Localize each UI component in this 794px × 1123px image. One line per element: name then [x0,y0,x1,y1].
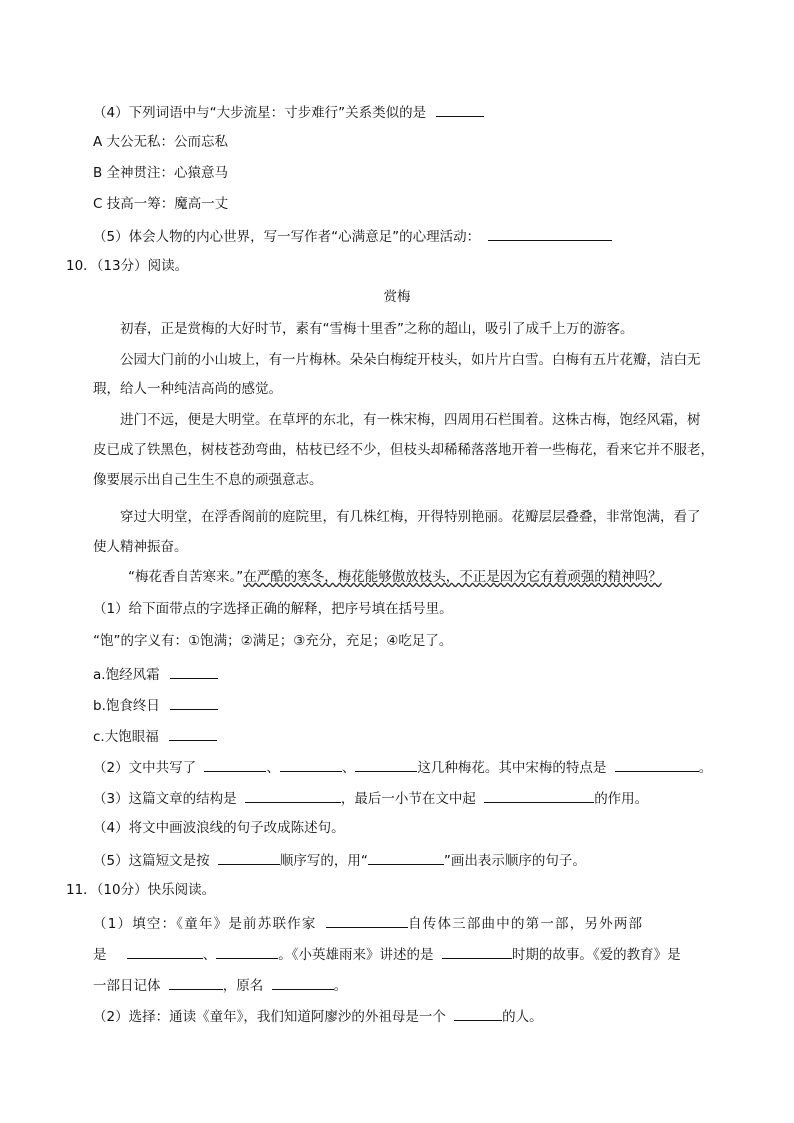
passage-para1: 初春，正是赏梅的大好时节，素有“雪梅十里香”之称的超山，吸引了成千上万的游客。 [120,321,634,337]
q10-sub3-text-c: 的作用。 [594,791,649,807]
q10-sub5-blank2[interactable] [368,850,444,865]
q10-sub3-text-a: （3）这篇文章的结构是 [93,791,237,807]
passage-para4-line1: 穿过大明堂，在浮香阁前的庭院里，有几株红梅，开得特别艳丽。花瓣层层叠叠，非常饱满，看了 [120,509,701,525]
q11-sub1-blank-original-title[interactable] [272,975,334,990]
q11-sub1-text-g: ，原名 [222,978,264,994]
q11-sub2-text-b: 的人。 [502,1009,543,1025]
q11-sub1-text-c: 是 [93,947,107,963]
passage-para4-line2: 使人精神振奋。 [93,539,188,555]
q10-sub1-c-blank[interactable] [169,726,217,741]
q11-sub2 [93,1006,543,1026]
q10-sub5-text-b: 顺序写的，用“ [279,853,368,869]
passage-para3-line1: 进门不远，便是大明堂。在草坪的东北，有一株宋梅，四周用石栏围着。这株古梅，饱经风霜，树 [120,412,701,428]
q10-sub4: （4）将文中画波浪线的句子改成陈述句。 [93,820,345,836]
q11-header: 11．（10分）快乐阅读。 [66,882,216,898]
passage-para2-line2: 瑕，给人一种纯洁高尚的感觉。 [93,381,282,397]
q10-sub1-b-blank[interactable] [170,695,218,710]
q9-item5-blank[interactable] [488,226,612,241]
q9-option-a: A 大公无私：公而忘私 [93,134,229,150]
q10-sub5-blank1[interactable] [218,850,280,865]
q10-sub1-a-blank[interactable] [170,664,218,679]
wavy-underlined-sentence: 在严酷的寒冬，梅花能够傲放枝头，不正是因为它有着顽强的精神吗？ [243,569,662,585]
passage-para2-line1: 公园大门前的小山坡上，有一片梅林。朵朵白梅绽开枝头，如片片白雪。白梅有五片花瓣，洁白无 [120,352,701,368]
q11-sub2-text-a: （2）选择：通读《童年》，我们知道阿廖沙的外祖母是一个 [93,1009,446,1025]
q10-sub2-blank2[interactable] [280,757,342,772]
q11-sub1-blank-book3[interactable] [216,944,278,959]
q10-sub5-text-c: ”画出表示顺序的句子。 [443,853,586,869]
q10-header: 10．（13分）阅读。 [66,258,189,274]
passage-quote: “梅花香自苦寒来。” [128,569,244,585]
q11-sub1-blank-period[interactable] [442,944,512,959]
q10-sub3-text-b: ，最后一小节在文中起 [340,791,476,807]
q10-sub3 [93,788,648,808]
q11-sub1-text-b: 自传体三部曲中的第一部，另外两部 [408,916,644,932]
q10-sub2-text-b: 这几种梅花。其中宋梅的特点是 [417,760,607,776]
q10-sub1-a-label: a.饱经风霜 [93,667,160,683]
q11-sub1-line3 [93,975,347,995]
q9-item4 [93,102,484,122]
q9-item5-text: （5）体会人物的内心世界，写一写作者“心满意足”的心理活动： [93,229,481,245]
q9-option-b: B 全神贯注：心猿意马 [93,165,229,181]
q11-sub1-blank-genre[interactable] [169,975,223,990]
q10-sub1: （1）给下面带点的字选择正确的解释，把序号填在括号里。 [93,601,453,617]
passage-para3-line2: 皮已成了铁黑色，树枝苍劲弯曲，枯枝已经不少，但枝头却稀稀落落地开着一些梅花，看来它并不服老， [93,442,714,458]
q10-sub1-definitions: “饱”的字义有：①饱满；②满足；③充分，充足；④吃足了。 [93,633,453,649]
q11-sub2-blank[interactable] [454,1006,502,1021]
q11-sub1-end: 。 [333,978,348,994]
q10-sub5-text-a: （5）这篇短文是按 [93,853,210,869]
passage-para3-line3: 像要展示出自己生生不息的顽强意志。 [93,472,323,488]
q10-sub2-blank3[interactable] [355,757,417,772]
passage-para5 [128,568,662,586]
q10-sub5 [93,850,586,870]
q11-sub1-line1 [93,913,643,933]
q9-item4-text: （4）下列词语中与“大步流星：寸步难行”关系类似的是 [93,105,427,121]
q10-sub2-blank1[interactable] [204,757,266,772]
q11-sub1-text-a: （1）填空：《童年》是前苏联作家 [93,916,317,932]
q11-sub1-text-d: 。《小英雄雨来》讲述的是 [278,947,434,963]
q10-sub2-end: 。 [698,760,713,776]
q11-sub1-text-e: 时期的故事。《爱的教育》是 [511,947,681,963]
q11-sub1-sep: 、 [202,947,217,963]
q11-sub1-blank-book2[interactable] [127,944,203,959]
q10-sub2-sep1: 、 [266,760,280,776]
q11-sub1-line2 [93,944,681,964]
q10-sub1-c-label: c.大饱眼福 [93,729,159,745]
passage-title: 赏梅 [383,289,411,305]
q10-sub1-a [93,664,218,684]
q10-sub2-sep2: 、 [341,760,356,776]
q11-sub1-text-f: 一部日记体 [93,978,161,994]
q10-sub1-c [93,726,217,746]
q10-sub3-blank2[interactable] [484,788,594,803]
q9-item4-blank[interactable] [436,102,484,117]
q10-sub2-blank4[interactable] [615,757,699,772]
q10-sub3-blank1[interactable] [245,788,341,803]
q11-sub1-blank-author[interactable] [326,913,408,928]
q9-option-c: C 技高一筹：魔高一丈 [93,196,229,212]
q10-sub2 [93,757,712,777]
q10-sub2-text-a: （2）文中共写了 [93,760,197,776]
q10-sub1-b-label: b.饱食终日 [93,698,160,714]
q9-item5 [93,226,612,246]
q10-sub1-b [93,695,218,715]
